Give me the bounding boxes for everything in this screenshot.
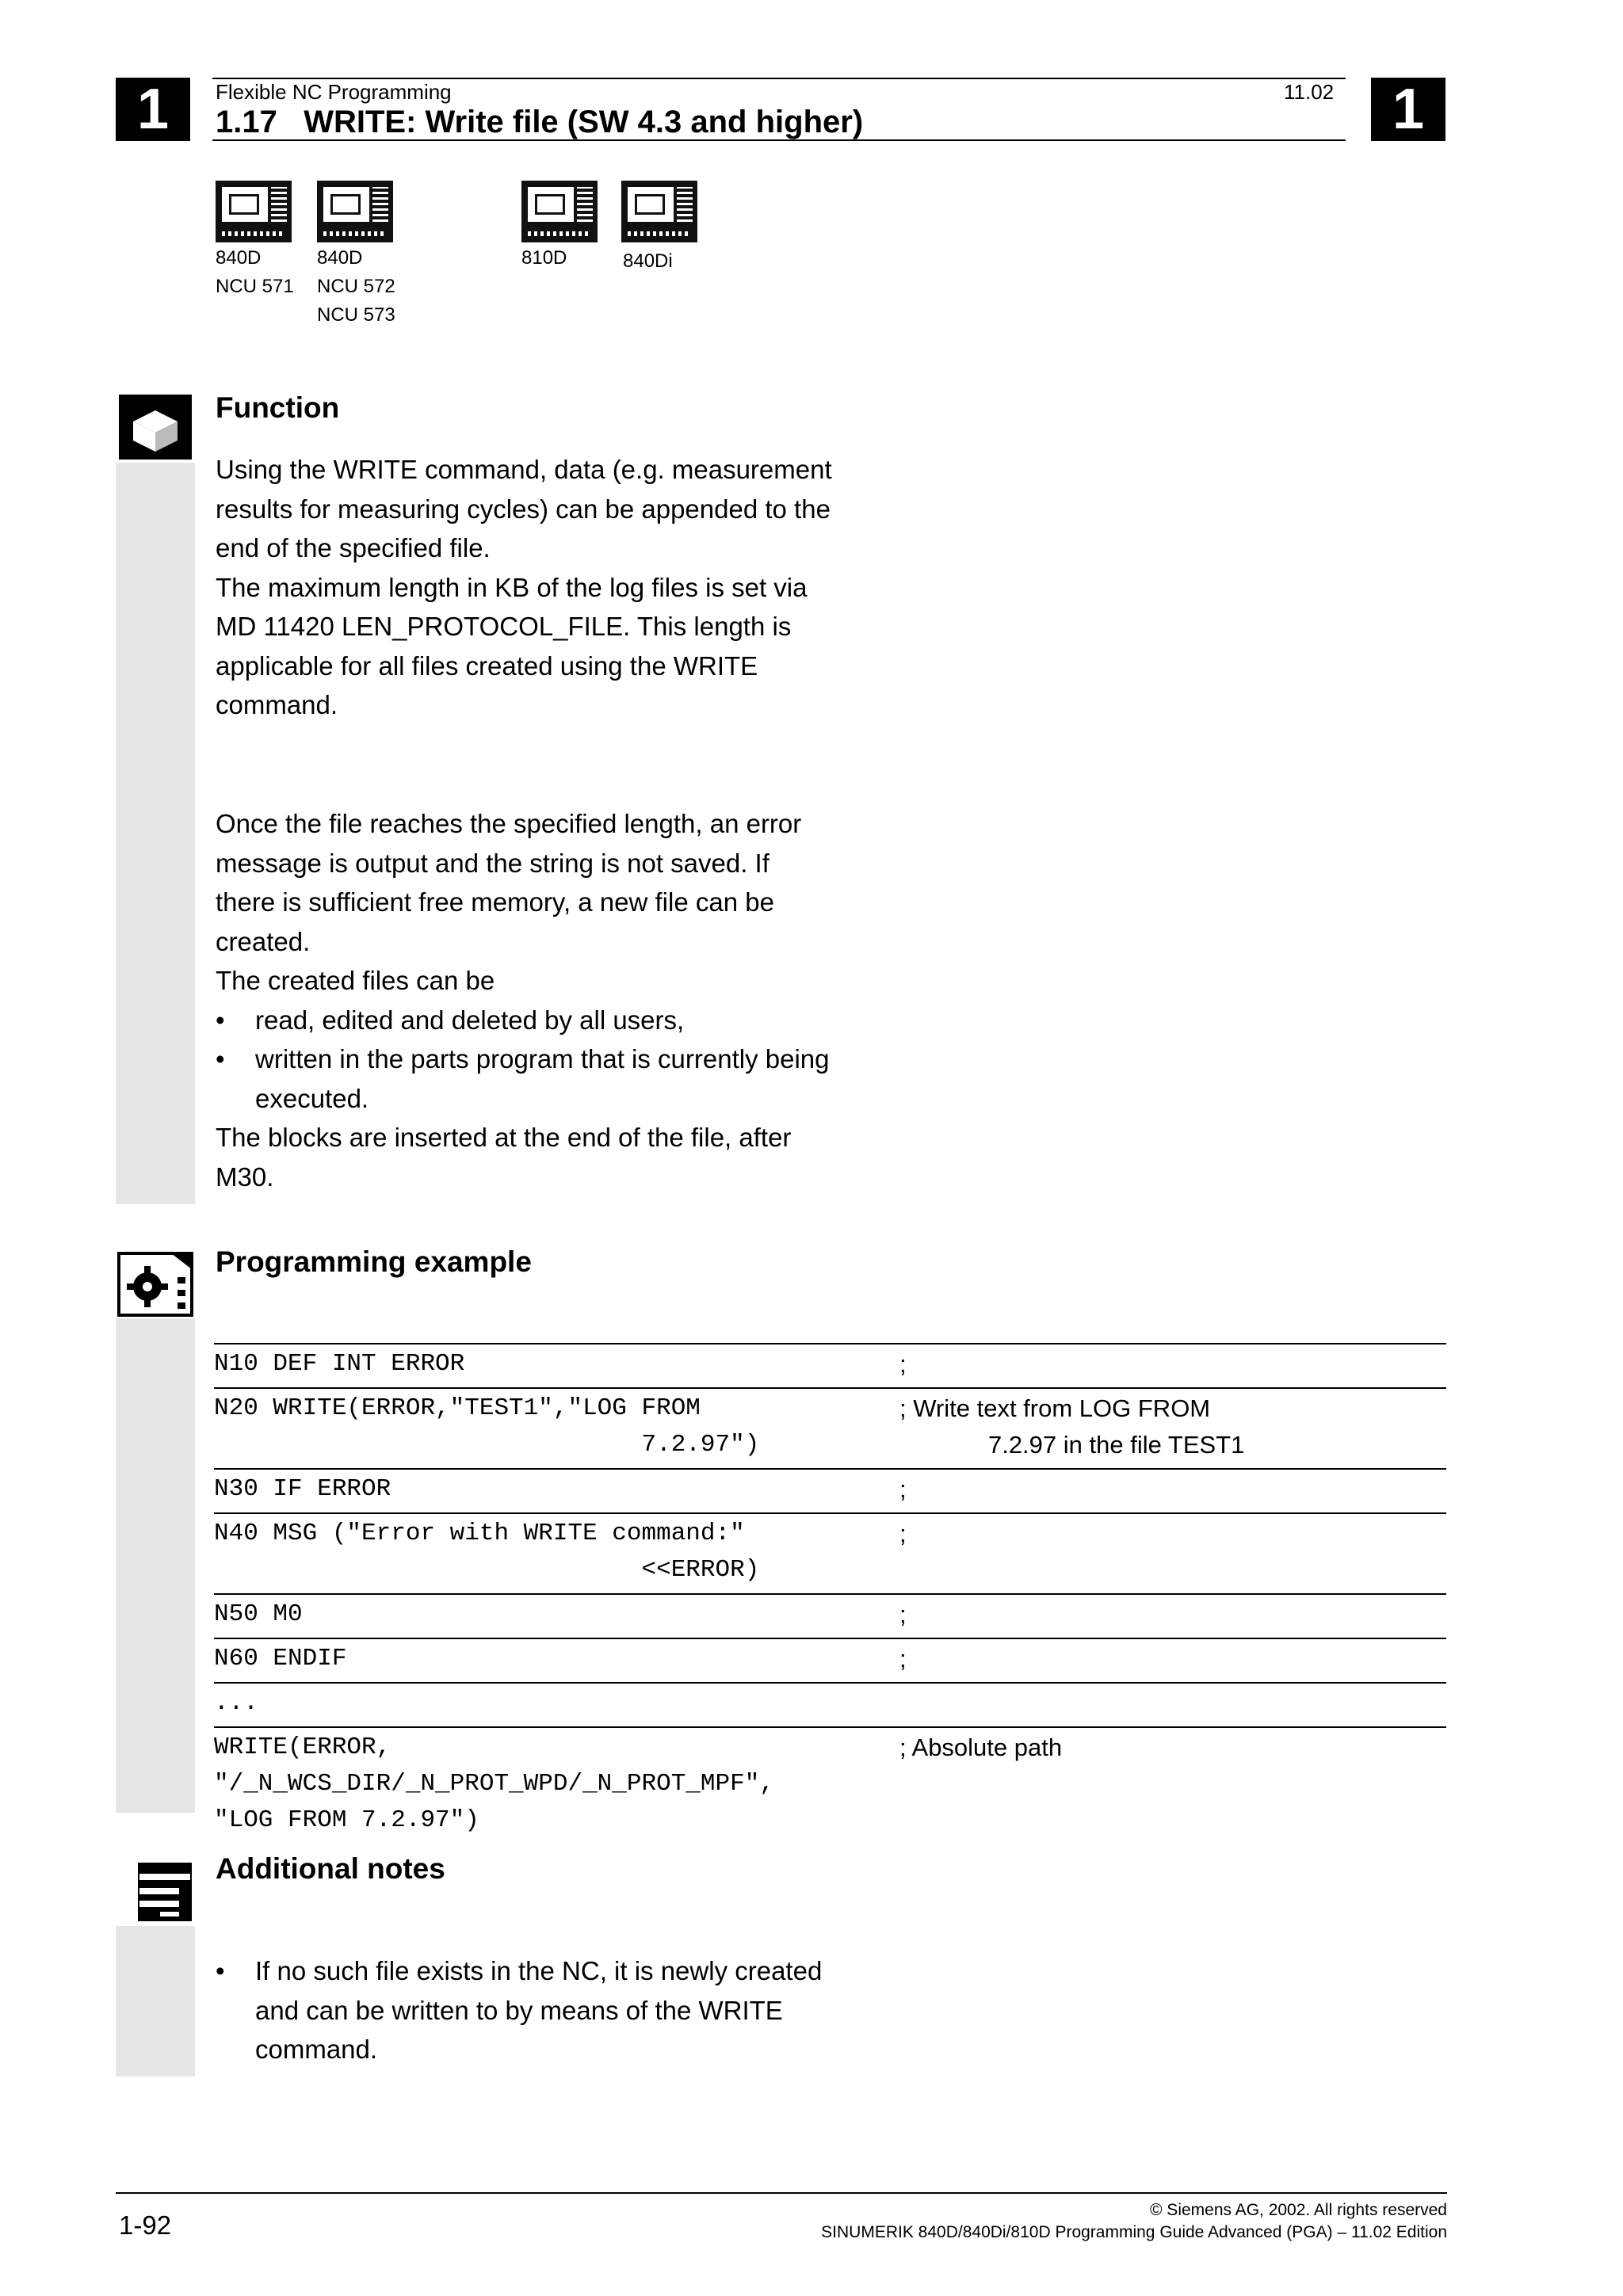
code-cell: N40 MSG ("Error with WRITE command:" <<ERROR) (214, 1513, 899, 1594)
example-sidebar (116, 1250, 195, 1813)
header-rule-top (212, 78, 1346, 79)
chapter-number-right: 1 (1371, 78, 1445, 141)
code-cell: N30 IF ERROR (214, 1469, 899, 1513)
function-paragraph-1: Using the WRITE command, data (e.g. measurement results for measuring cycles) can be appended to the end of the specified file. The maximum length in KB of the log files is set via MD 11420 LEN_PROTOCOL_FILE. This length is applicable for all files created using the WRITE command. (216, 455, 832, 719)
code-cell: N10 DEF INT ERROR (214, 1344, 899, 1388)
code-cell: N60 ENDIF (214, 1638, 899, 1683)
comment-cell: ; (899, 1594, 1446, 1638)
control-label-840d-ncu571: 840D NCU 571 (216, 247, 294, 297)
footer-rule (116, 2192, 1447, 2194)
control-label-840di: 840Di (623, 250, 673, 272)
section-title: 1.17 WRITE: Write file (SW 4.3 and higher) (216, 105, 864, 139)
table-row (214, 1513, 1446, 1594)
page-number: 1-92 (119, 2210, 172, 2240)
example-heading: Programming example (216, 1245, 532, 1278)
chapter-number-left: 1 (116, 78, 190, 141)
table-row (214, 1683, 1446, 1727)
chapter-title: Flexible NC Programming (216, 80, 452, 104)
comment-cell: ; Write text from LOG FROM 7.2.97 in the file TEST1 (899, 1388, 1446, 1469)
program-example-table (214, 1343, 1446, 1844)
comment-cell: ; (899, 1638, 1446, 1683)
function-sidebar (116, 391, 195, 1204)
header-date: 11.02 (1284, 80, 1335, 104)
program-example-icon (116, 1250, 195, 1318)
table-row (214, 1344, 1446, 1388)
code-cell: ... (214, 1683, 899, 1727)
pointing-hand-icon (116, 1856, 195, 1926)
control-label-810d: 810D (521, 247, 567, 269)
code-cell: WRITE(ERROR, "/_N_WCS_DIR/_N_PROT_WPD/_N_PROT_MPF", "LOG FROM 7.2.97") (214, 1727, 899, 1844)
header-rule-bottom (212, 139, 1346, 141)
control-panel-icon (317, 181, 393, 242)
notes-paragraph (216, 1951, 865, 2069)
comment-cell: ; Absolute path (899, 1727, 1446, 1844)
copyright: © Siemens AG, 2002. All rights reserved (1150, 2201, 1447, 2219)
table-row (214, 1594, 1446, 1638)
control-panel-icon (521, 181, 598, 242)
function-paragraph-2: Once the file reaches the specified length, an error message is output and the string is not saved. If there is sufficient free memory, a new file can be created. The created files can be • read, edited and deleted by all users, • written in the parts program that is currently being executed. The blocks are inserted at the end of the file, after M30. (216, 804, 881, 1196)
control-label-840d-ncu572-573: 840D NCU 572 NCU 573 (317, 247, 395, 326)
function-heading: Function (216, 391, 340, 424)
comment-cell: ; (899, 1469, 1446, 1513)
table-row (214, 1469, 1446, 1513)
list-item: • read, edited and deleted by all users, (216, 1001, 881, 1040)
list-item: • written in the parts program that is currently being executed. (216, 1039, 881, 1118)
table-row (214, 1727, 1446, 1844)
list-item: • If no such file exists in the NC, it is newly created and can be written to by means of the WRITE command. (216, 1951, 865, 2069)
table-row (214, 1388, 1446, 1469)
comment-cell: ; (899, 1513, 1446, 1594)
guide-title: SINUMERIK 840D/840Di/810D Programming Guide Advanced (PGA) – 11.02 Edition (821, 2223, 1447, 2241)
notes-heading: Additional notes (216, 1852, 445, 1885)
function-icon (116, 391, 195, 463)
code-cell: N50 M0 (214, 1594, 899, 1638)
code-cell: N20 WRITE(ERROR,"TEST1","LOG FROM 7.2.97") (214, 1388, 899, 1469)
comment-cell: ; (899, 1344, 1446, 1388)
control-panel-icon (216, 181, 292, 242)
control-panel-icon (621, 181, 697, 242)
table-row (214, 1638, 1446, 1683)
comment-cell (899, 1683, 1446, 1727)
